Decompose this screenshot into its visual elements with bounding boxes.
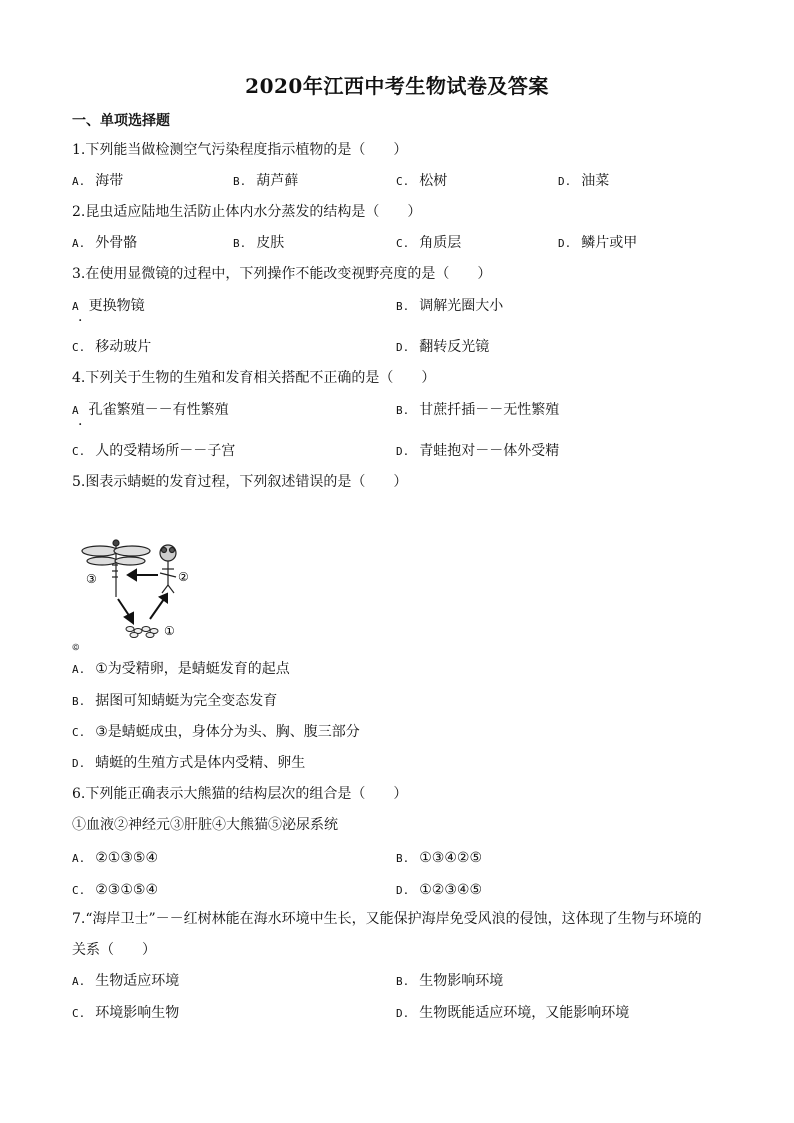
- q6-option-c: C. ②③①⑤④: [72, 882, 159, 898]
- q2-option-d: D. 鳞片或甲: [558, 235, 638, 251]
- question-7-stem-cont: 关系（ ）: [72, 942, 156, 958]
- question-4-stem: 4.下列关于生物的生殖和发育相关搭配不正确的是（ ）: [72, 370, 436, 386]
- q5-option-c: C. ③是蜻蜓成虫，身体分为头、胸、腹三部分: [72, 724, 360, 740]
- q6-option-b: B. ①③④②⑤: [396, 850, 483, 866]
- figure-watermark: ©️: [72, 644, 80, 651]
- q3-option-c: C. 移动玻片: [72, 339, 152, 355]
- q7-option-d: D. 生物既能适应环境，又能影响环境: [396, 1005, 630, 1021]
- q3-option-a: A 更换物镜: [72, 298, 145, 314]
- q2-option-a: A. 外骨骼: [72, 235, 138, 251]
- q1-option-b: B. 葫芦藓: [233, 173, 299, 189]
- question-2-stem: 2.昆虫适应陆地生活防止体内水分蒸发的结构是（ ）: [72, 204, 422, 220]
- q6-option-a: A. ②①③⑤④: [72, 850, 159, 866]
- figure-label-2: ②: [178, 570, 189, 584]
- q5-option-d: D. 蜻蜓的生殖方式是体内受精、卵生: [72, 755, 306, 771]
- q5-option-a: A. ①为受精卵，是蜻蜓发育的起点: [72, 661, 290, 677]
- section-heading: 一、单项选择题: [72, 113, 170, 129]
- q4-option-d: D. 青蛙抱对－－体外受精: [396, 443, 560, 459]
- figure-label-3: ③: [86, 572, 97, 586]
- dot-mark: ·: [78, 313, 83, 329]
- dot-mark: ·: [78, 417, 83, 433]
- q4-option-b: B. 甘蔗扦插－－无性繁殖: [396, 402, 560, 418]
- q2-option-c: C. 角质层: [396, 235, 462, 251]
- q5-option-b: B. 据图可知蜻蜓为完全变态发育: [72, 693, 278, 709]
- arrow-icon: [118, 599, 133, 623]
- question-6-items: ①血液②神经元③肝脏④大熊猫⑤泌尿系统: [72, 817, 338, 833]
- question-1-stem: 1.下列能当做检测空气污染程度指示植物的是（ ）: [72, 142, 408, 158]
- dragonfly-nymph-icon: [160, 545, 176, 593]
- question-5-stem: 5.图表示蜻蜓的发育过程，下列叙述错误的是（ ）: [72, 474, 408, 490]
- figure-label-1: ①: [164, 624, 175, 638]
- q7-option-b: B. 生物影响环境: [396, 973, 504, 989]
- q1-option-d: D. 油菜: [558, 173, 610, 189]
- q1-option-c: C. 松树: [396, 173, 448, 189]
- q1-option-a: A. 海带: [72, 173, 124, 189]
- arrow-icon: [128, 570, 158, 580]
- question-6-stem: 6.下列能正确表示大熊猫的结构层次的组合是（ ）: [72, 786, 408, 802]
- dragonfly-lifecycle-figure: [72, 535, 190, 653]
- q2-option-b: B. 皮肤: [233, 235, 285, 251]
- egg-cluster-icon: [126, 627, 158, 638]
- q6-option-d: D. ①②③④⑤: [396, 882, 483, 898]
- arrow-icon: [150, 594, 167, 619]
- question-3-stem: 3.在使用显微镜的过程中，下列操作不能改变视野亮度的是（ ）: [72, 266, 492, 282]
- q7-option-c: C. 环境影响生物: [72, 1005, 180, 1021]
- dragonfly-adult-icon: [82, 540, 150, 597]
- page-title: 2020年江西中考生物试卷及答案: [245, 74, 549, 98]
- q3-option-d: D. 翻转反光镜: [396, 339, 490, 355]
- question-7-stem: 7.“海岸卫士”－－红树林能在海水环境中生长，又能保护海岸免受风浪的侵蚀，这体现了生物与环境的: [72, 911, 702, 927]
- q7-option-a: A. 生物适应环境: [72, 973, 180, 989]
- q4-option-c: C. 人的受精场所－－子宫: [72, 443, 236, 459]
- q3-option-b: B. 调解光圈大小: [396, 298, 504, 314]
- q4-option-a: A 孔雀繁殖－－有性繁殖: [72, 402, 229, 418]
